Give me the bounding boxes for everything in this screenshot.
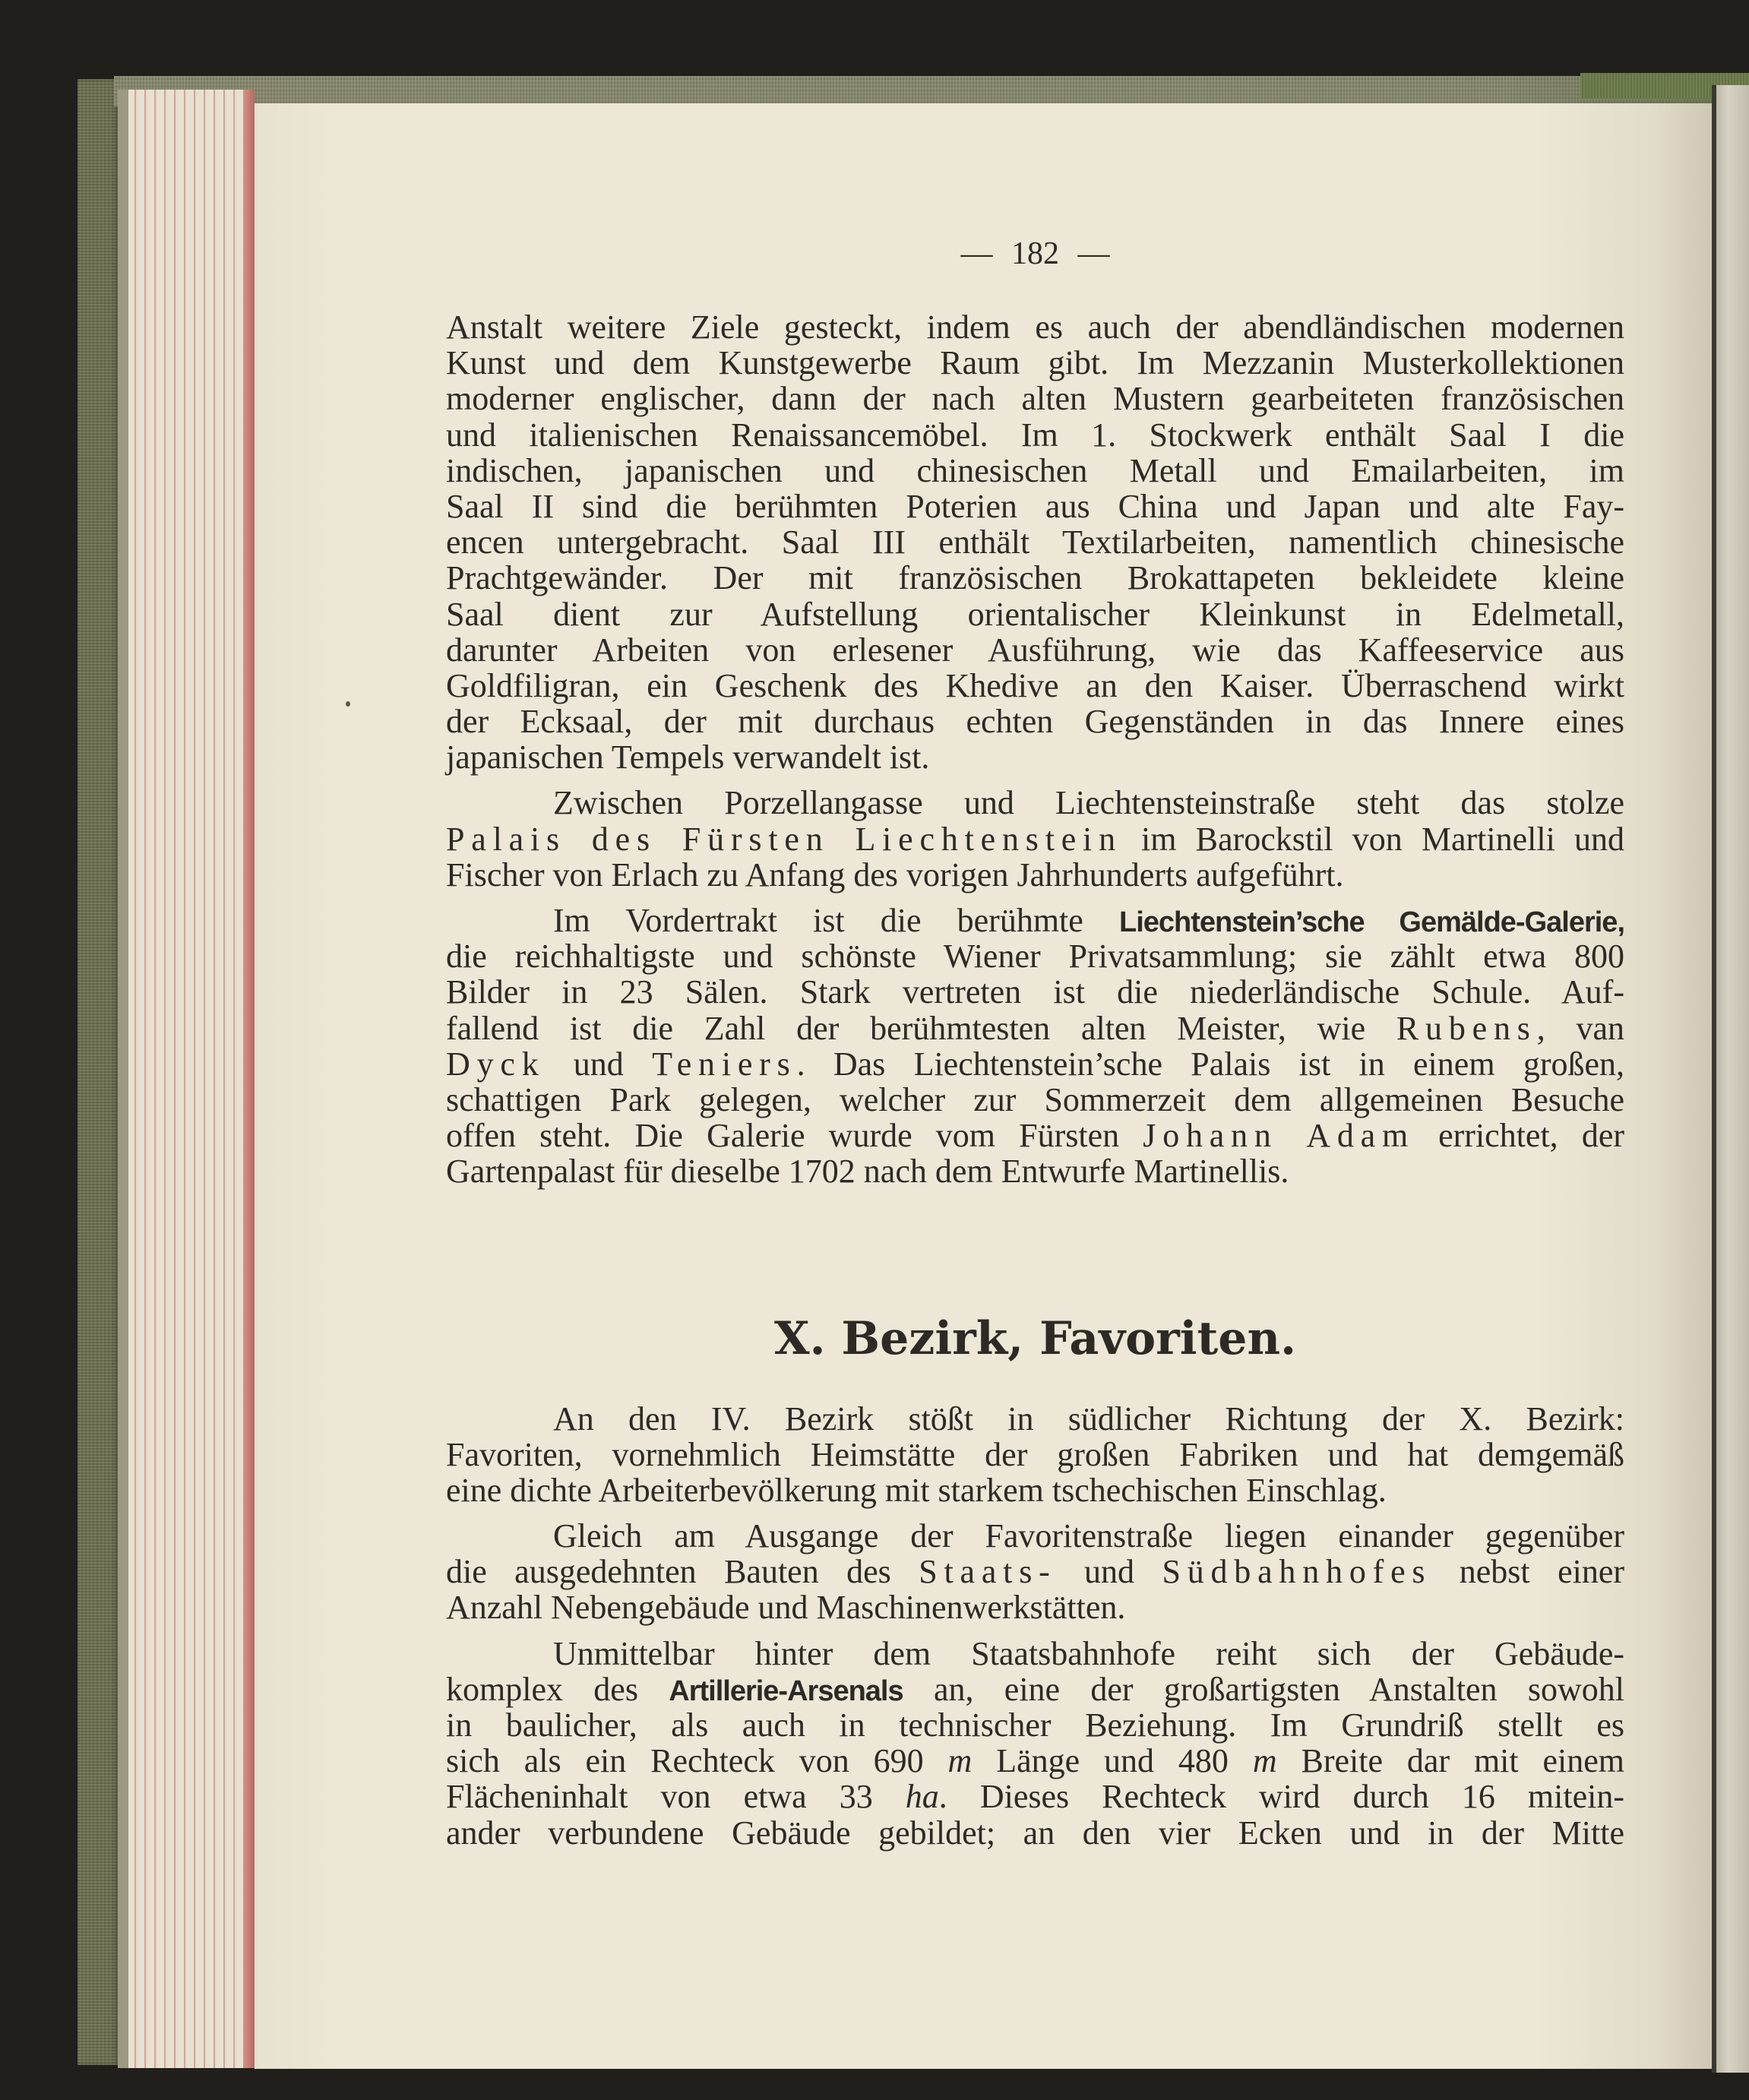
- text-run: und italienischen Renaissancemöbel. Im 1. Stockwerk enthält Saal I die: [446, 416, 1624, 454]
- paragraph: [446, 1518, 1624, 1626]
- text-run: errichtet, der: [1414, 1117, 1625, 1155]
- text-run: die reichhaltigste und schönste Wiener Privatsammlung; sie zählt etwa 800: [446, 938, 1624, 976]
- text-line: [446, 1153, 1624, 1189]
- text-run: encen untergebracht. Saal III enthält Textilarbeiten, namentlich chinesische: [446, 523, 1624, 561]
- text-run: Saal II sind die berühmten Poterien aus China und Japan und alte Fay-: [446, 487, 1624, 525]
- text-run: Favoriten, vornehmlich Heimstätte der großen Fabriken und hat demgemäß: [446, 1435, 1624, 1473]
- text-line: [446, 1707, 1624, 1743]
- emphasis-spaced: Dyck: [446, 1045, 546, 1083]
- book-cover-left: [77, 79, 120, 2065]
- text-run: An den IV. Bezirk stößt in südlicher Richtung der X. Bezirk:: [553, 1399, 1624, 1437]
- text-line: [446, 785, 1624, 821]
- text-run: indischen, japanischen und chinesischen Metall und Emailarbeiten, im: [446, 451, 1624, 489]
- text-run: die ausgedehnten Bauten des: [446, 1553, 919, 1591]
- text-run: japanischen Tempels verwandelt ist.: [446, 738, 930, 776]
- text-line: [446, 1046, 1624, 1082]
- ink-speck: [346, 701, 350, 707]
- text-line: [446, 1636, 1624, 1671]
- text-run: Breite dar mit einem: [1276, 1742, 1625, 1780]
- section-continuation: [446, 309, 1624, 1190]
- text-run: Kunst und dem Kunstgewerbe Raum gibt. Im Mezzanin Musterkollektionen: [446, 344, 1624, 382]
- text-line: [446, 309, 1624, 345]
- paragraph: [446, 903, 1624, 1190]
- text-line: [446, 1472, 1624, 1508]
- section-favoriten: [446, 1401, 1624, 1851]
- text-run: an, eine der großartigsten Anstalten sowohl: [903, 1670, 1624, 1708]
- text-run: Fischer von Erlach zu Anfang des vorigen Jahrhunderts aufgeführt.: [446, 855, 1344, 893]
- unit-italic: m: [1252, 1742, 1277, 1780]
- paragraph: [446, 1636, 1624, 1851]
- emphasis-spaced: Palais des Fürsten Liechtenstein: [446, 820, 1122, 858]
- paragraph: [446, 1401, 1624, 1509]
- text-run: ander verbundene Gebäude gebildet; an den vier Ecken und in der Mitte: [446, 1814, 1624, 1852]
- text-line: [446, 1082, 1624, 1118]
- text-run: Länge und 480: [972, 1742, 1253, 1780]
- emphasis-spaced: Teniers: [652, 1045, 797, 1083]
- text-line: [446, 381, 1624, 416]
- text-line: [446, 704, 1624, 739]
- facing-page-edge: [1712, 85, 1749, 2073]
- text-run: . Dieses Rechteck wird durch 16 mitein-: [938, 1778, 1624, 1816]
- text-line: [446, 1671, 1624, 1707]
- unit-italic: m: [947, 1742, 973, 1780]
- text-run: komplex des: [446, 1670, 669, 1708]
- text-line: [446, 417, 1624, 453]
- emphasis-spaced: Rubens: [1396, 1009, 1537, 1047]
- chapter-heading: X. Bezirk, Favoriten.: [774, 1311, 1296, 1365]
- text-run: Zwischen Porzellangasse und Liechtensteinstraße steht das stolze: [553, 784, 1624, 822]
- text-run: sich als ein Rechteck von 690: [446, 1742, 948, 1780]
- text-line: [446, 668, 1624, 704]
- text-line: [446, 345, 1624, 381]
- text-run: Anstalt weitere Ziele gesteckt, indem es auch der abendländischen modernen: [446, 308, 1624, 346]
- text-column: [446, 309, 1624, 1851]
- text-line: [446, 857, 1624, 893]
- text-line: [446, 1815, 1624, 1851]
- text-line: [446, 489, 1624, 524]
- text-run: Flächeninhalt von etwa 33: [446, 1778, 906, 1816]
- unit-italic: ha: [905, 1778, 939, 1816]
- emphasis-spaced: Staats-: [919, 1553, 1057, 1591]
- text-line: [446, 1437, 1624, 1472]
- text-line: [446, 821, 1624, 857]
- text-run: Anzahl Nebengebäude und Maschinenwerkstätten.: [446, 1589, 1126, 1627]
- text-line: [446, 974, 1624, 1010]
- text-line: [446, 1589, 1624, 1625]
- text-run: Saal dient zur Aufstellung orientalischer Kleinkunst in Edelmetall,: [446, 595, 1624, 633]
- text-run: moderner englischer, dann der nach alten Mustern gearbeiteten französischen: [446, 380, 1624, 418]
- emphasis-spaced: Johann Adam: [1143, 1117, 1415, 1155]
- text-run: eine dichte Arbeiterbevölkerung mit starkem tschechischen Einschlag.: [446, 1471, 1387, 1509]
- paragraph: [446, 309, 1624, 775]
- text-run: Gleich am Ausgange der Favoritenstraße liegen einander gegenüber: [553, 1517, 1624, 1555]
- text-run: darunter Arbeiten von erlesener Ausführung, wie das Kaffeeservice aus: [446, 631, 1624, 669]
- text-line: [446, 1401, 1624, 1437]
- text-line: [446, 739, 1624, 775]
- emphasis-bold: Liechtenstein’sche Gemälde-Galerie,: [1118, 906, 1625, 938]
- emphasis-bold: Artillerie-Arsenals: [669, 1675, 903, 1707]
- text-line: [446, 453, 1624, 489]
- text-run: Prachtgewänder. Der mit französischen Brokattapeten bekleidete kleine: [446, 559, 1624, 597]
- paragraph: [446, 785, 1624, 893]
- text-run: Im Vordertrakt ist die berühmte: [553, 902, 1119, 939]
- text-line: [446, 1010, 1624, 1046]
- text-line: [446, 1554, 1624, 1589]
- text-run: Gartenpalast für dieselbe 1702 nach dem Entwurfe Martinellis.: [446, 1153, 1289, 1191]
- text-run: und: [545, 1045, 653, 1083]
- text-run: und: [1056, 1553, 1162, 1591]
- text-line: [446, 1779, 1624, 1814]
- text-line: [446, 938, 1624, 974]
- text-run: Unmittelbar hinter dem Staatsbahnhofe reiht sich der Gebäude-: [553, 1634, 1624, 1672]
- text-line: [446, 1118, 1624, 1153]
- text-line: [446, 596, 1624, 632]
- text-run: , van: [1536, 1009, 1624, 1047]
- text-run: fallend ist die Zahl der berühmtesten alten Meister, wie: [446, 1009, 1396, 1047]
- text-line: [446, 524, 1624, 560]
- text-line: [446, 1743, 1624, 1779]
- text-run: nebst einer: [1431, 1553, 1625, 1591]
- page-edges: [118, 90, 255, 2068]
- text-line: [446, 632, 1624, 668]
- text-run: der Ecksaal, der mit durchaus echten Gegenständen in das Innere eines: [446, 703, 1624, 741]
- book-cover-top: [114, 76, 1749, 106]
- text-line: [446, 560, 1624, 596]
- text-run: Bilder in 23 Sälen. Stark vertreten ist die niederländische Schule. Auf-: [446, 973, 1624, 1011]
- text-run: . Das Liechtenstein’sche Palais ist in einem großen,: [796, 1045, 1625, 1083]
- text-run: offen steht. Die Galerie wurde vom Fürsten: [446, 1117, 1143, 1155]
- text-run: im Barockstil von Martinelli und: [1121, 820, 1625, 858]
- text-run: schattigen Park gelegen, welcher zur Sommerzeit dem allgemeinen Besuche: [446, 1080, 1624, 1118]
- emphasis-spaced: Südbahnhofes: [1162, 1553, 1432, 1591]
- page-edge-red: [243, 90, 255, 2068]
- text-run: Goldfiligran, ein Geschenk des Khedive an den Kaiser. Überraschend wirkt: [446, 666, 1624, 704]
- text-run: in baulicher, als auch in technischer Beziehung. Im Grundriß stellt es: [446, 1706, 1624, 1744]
- page-number: — 182 —: [960, 236, 1110, 271]
- book-page: [255, 103, 1712, 2069]
- text-line: [446, 1518, 1624, 1554]
- text-line: [446, 903, 1624, 938]
